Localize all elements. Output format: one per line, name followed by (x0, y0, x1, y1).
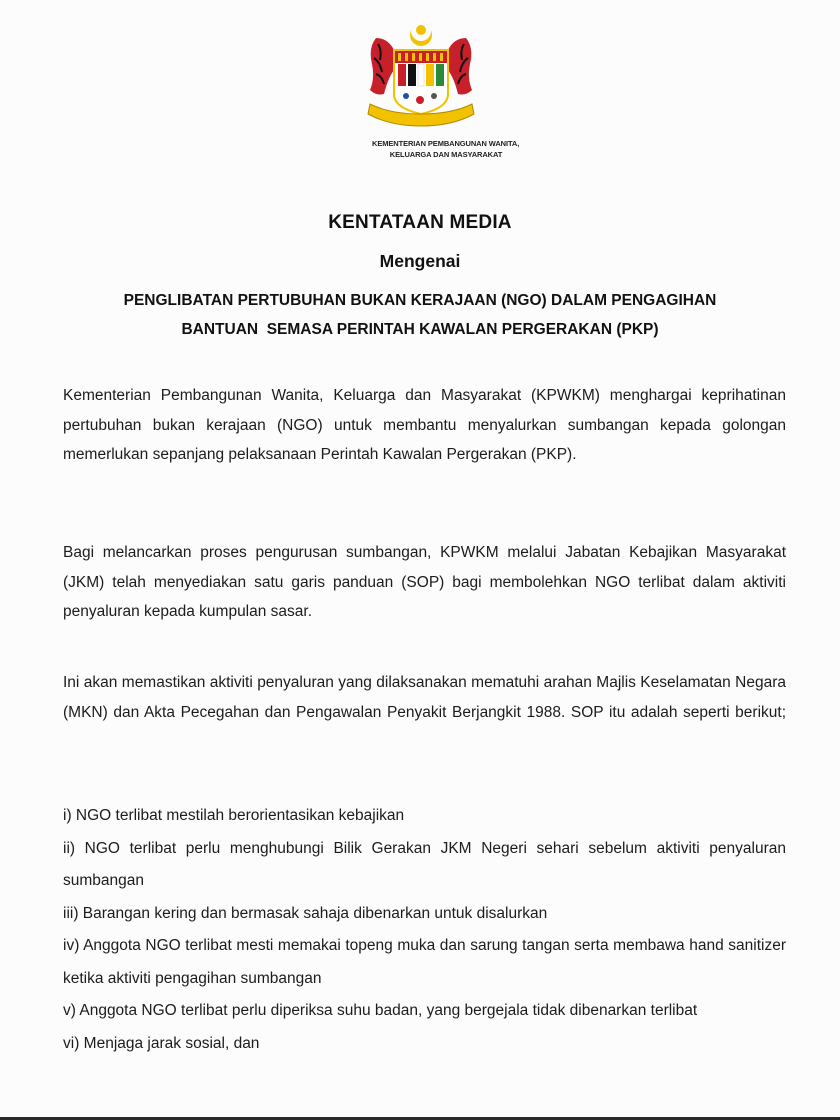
paragraph-1 (63, 381, 786, 470)
coat-of-arms-icon (362, 18, 480, 133)
paragraph-text: Ini akan memastikan aktiviti penyaluran yang dilaksanakan mematuhi arahan Majlis Keselamatan Negara (MKN) dan Akta Pecegahan dan Pengawalan Penyakit Berjangkit 1988. SOP itu adalah seperti berikut; (63, 674, 786, 721)
subject-line-2: BANTUAN SEMASA PERINTAH KAWALAN PERGERAKAN (PKP) (181, 321, 659, 338)
paragraph-text: Kementerian Pembangunan Wanita, Keluarga dan Masyarakat (KPWKM) menghargai keprihatinan pertubuhan bukan kerajaan (NGO) untuk membantu menyalurkan sumbangan kepada golongan memerlukan sepanjang pelaksanaan Perintah Kawalan Pergerakan (PKP). (63, 387, 786, 463)
sop-item: ii) NGO terlibat perlu menghubungi Bilik Gerakan JKM Negeri sehari sebelum aktiviti penyaluran sumbangan (63, 839, 786, 889)
subject-line-1: PENGLIBATAN PERTUBUHAN BUKAN KERAJAAN (NGO) DALAM PENGAGIHAN (123, 292, 717, 309)
sop-list (63, 800, 786, 1060)
sop-item: i) NGO terlibat mestilah berorientasikan kebajikan (63, 807, 405, 824)
sop-item: iv) Anggota NGO terlibat mesti memakai topeng muka dan sarung tangan serta membawa hand sanitizer ketika aktiviti pengagihan sumbangan (63, 937, 786, 987)
ministry-line-1: KEMENTERIAN PEMBANGUNAN WANITA, (372, 139, 520, 148)
paragraph-text: Bagi melancarkan proses pengurusan sumbangan, KPWKM melalui Jabatan Kebajikan Masyarakat (JKM) telah menyediakan satu garis panduan (SOP) bagi membolehkan NGO terlibat dalam aktiviti penyaluran kepada kumpulan sasar. (63, 544, 786, 620)
sop-item: vi) Menjaga jarak sosial, dan (63, 1034, 260, 1052)
paragraph-2 (63, 538, 786, 627)
sop-item: v) Anggota NGO terlibat perlu diperiksa suhu badan, yang bergejala tidak dibenarkan terlibat (63, 1002, 698, 1019)
document-heading: KENTATAAN MEDIA (328, 212, 512, 233)
ministry-line-2: KELUARGA DAN MASYARAKAT (389, 150, 503, 159)
document-subheading: Mengenai (379, 251, 461, 271)
document-subject (0, 286, 840, 344)
ministry-name (300, 138, 560, 160)
sop-item: iii) Barangan kering dan bermasak sahaja dibenarkan untuk disalurkan (63, 904, 548, 922)
paragraph-3 (63, 668, 786, 727)
